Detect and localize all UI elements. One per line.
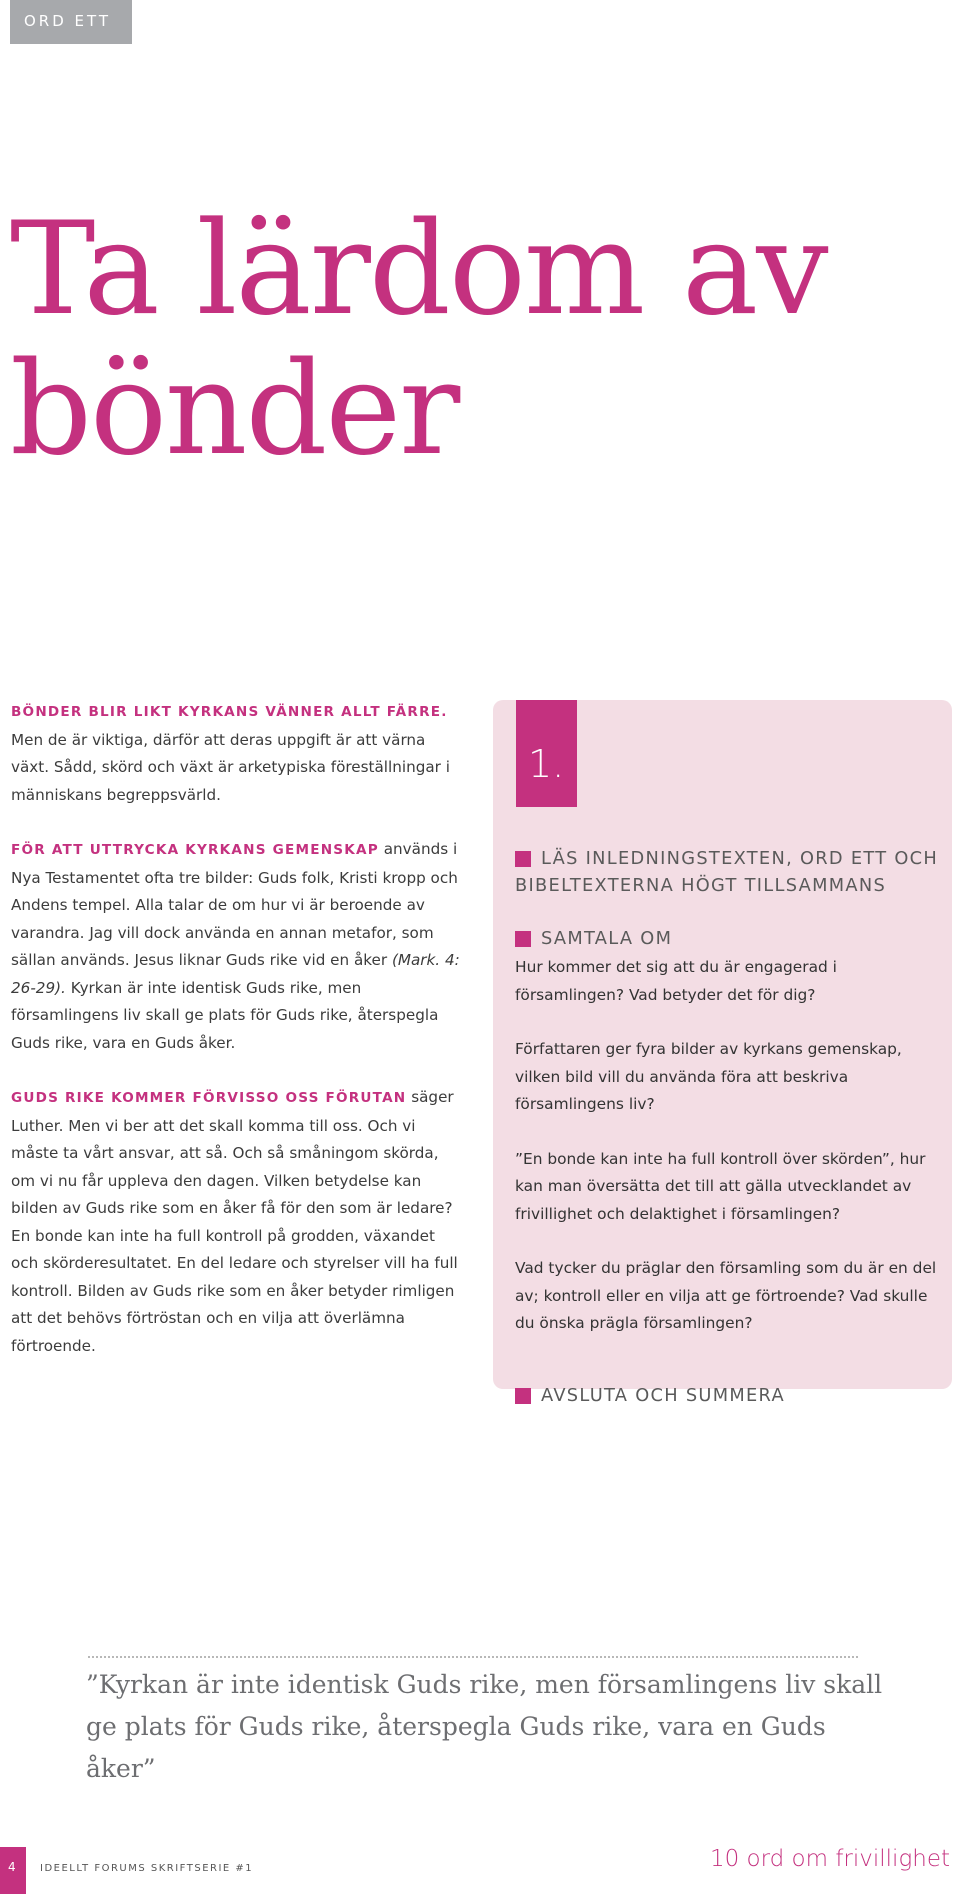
discussion-content (515, 845, 940, 1409)
body-text (11, 698, 466, 1387)
step-number-badge: 1. (516, 700, 577, 807)
question-2: Författaren ger fyra bilder av kyrkans gemenskap, vilken bild vill du använda föra att beskriva församlingens liv? (515, 1040, 902, 1113)
paragraph-lead: BÖNDER BLIR LIKT KYRKANS VÄNNER ALLT FÄRRE. (11, 704, 448, 720)
paragraph-lead: FÖR ATT UTTRYCKA KYRKANS GEMENSKAP (11, 842, 379, 858)
step-label: AVSLUTA OCH SUMMERA (541, 1384, 785, 1406)
publication-title: 10 ord om frivillighet (709, 1846, 950, 1872)
section-tag: ORD ETT (10, 0, 132, 44)
paragraph-text: Men de är viktiga, därför att deras uppgift är att värna växt. Sådd, skörd och växt är arketypiska föreställningar i människans begreppsvärld. (11, 730, 450, 804)
pull-quote: ”Kyrkan är inte identisk Guds rike, men församlingens liv skall ge plats för Guds rike, återspegla Guds rike, vara en Guds åker” (86, 1670, 883, 1783)
step-label: SAMTALA OM (541, 928, 673, 949)
question-3: ”En bonde kan inte ha full kontroll över skörden”, hur kan man översätta det till att gälla utvecklandet av frivillighet och delaktighet i församlingen? (515, 1149, 926, 1223)
paragraph-3 (11, 1084, 466, 1360)
square-bullet-icon (515, 1388, 531, 1404)
question-4: Vad tycker du präglar den församling som du är en del av; kontroll eller en vilja att ge förtroende? Vad skulle du önska prägla församlingen? (515, 1259, 937, 1332)
paragraph-1 (11, 698, 466, 809)
discussion-box (493, 700, 952, 1406)
square-bullet-icon (515, 931, 531, 947)
paragraph-lead: GUDS RIKE KOMMER FÖRVISSO OSS FÖRUTAN (11, 1090, 407, 1106)
step-label: LÄS INLEDNINGSTEXTEN, ORD ETT OCH (541, 848, 939, 869)
paragraph-text: används i Nya Testamentet ofta tre bilder: Guds folk, Kristi kropp och Andens tempel. Alla talar de om hur vi är beroende av varandra. Jag vill dock använda en annan metafor, som sällan används. Jesus liknar Guds rike vid en åker (11, 840, 458, 969)
paragraph-2 (11, 836, 466, 1057)
dotted-divider (88, 1656, 858, 1658)
paragraph-text: Kyrkan är inte identisk Guds rike, men församlingens liv skall ge plats för Guds rike, återspegla Guds rike, vara en Guds åker. (11, 978, 439, 1052)
paragraph-text: säger Luther. Men vi ber att det skall komma till oss. Och vi måste ta vårt ansvar, att så. Och så småningom skörda, om vi nu får uppleva den dagen. Vilken betydelse kan bilden av Guds rike som en åker få för den som är ledare? En bonde kan inte ha full kontroll på grodden, växandet och skörderesultatet. En del ledare och styrelser vill ha full kontroll. Bilden av Guds rike som en åker betyder rimligen att det behövs förtröstan och en vilja att överlämna förtroende. (11, 1088, 458, 1355)
square-bullet-icon (515, 851, 531, 867)
bible-reference: (Mark. 4: 26-29). (11, 951, 460, 997)
page-title: Ta lärdom av bönder (10, 195, 827, 484)
step-summarize (515, 1382, 940, 1409)
step-label: BIBELTEXTERNA HÖGT TILLSAMMANS (515, 875, 887, 896)
page-number: 4 (0, 1847, 26, 1894)
step-discuss (515, 925, 940, 952)
step-read-aloud (515, 845, 940, 899)
series-label: IDEELLT FORUMS SKRIFTSERIE #1 (40, 1863, 254, 1874)
question-1: Hur kommer det sig att du är engagerad i församlingen? Vad betyder det för dig? (515, 958, 837, 1004)
